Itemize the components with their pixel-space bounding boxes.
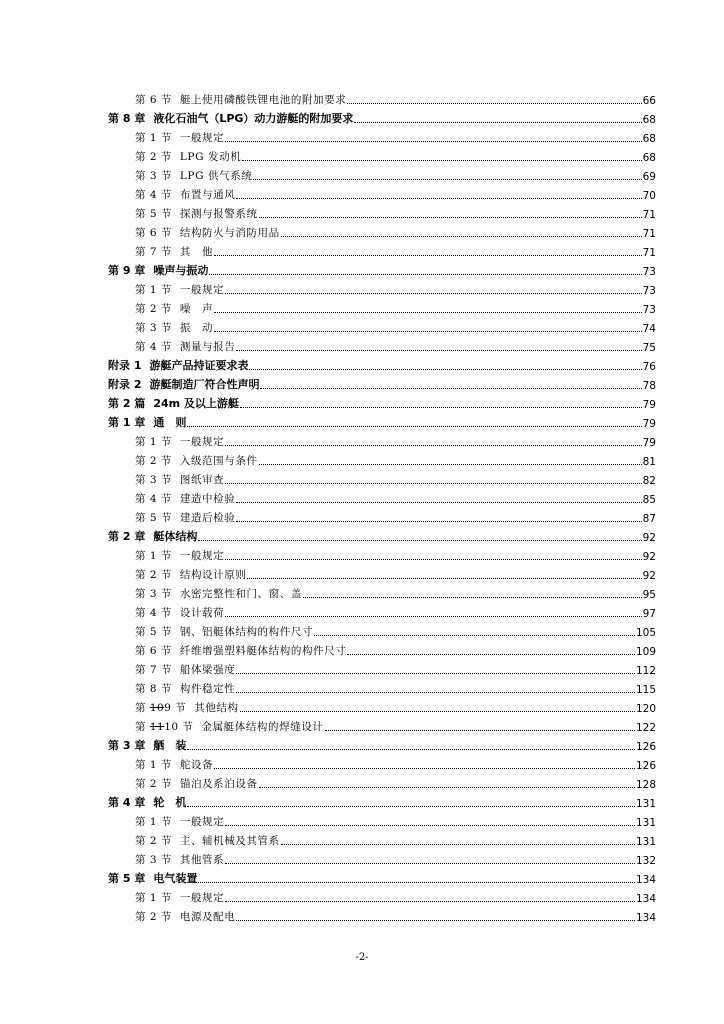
dot-leader — [236, 521, 641, 522]
page-number: -2- — [355, 952, 369, 963]
toc-entry-page: 126 — [635, 741, 656, 753]
toc-entry-number: 第 2 节 — [135, 151, 172, 163]
toc-entry-number: 第 4 章 — [108, 796, 146, 809]
toc-chapter-entry[interactable] — [108, 373, 656, 392]
toc-entry-page: 95 — [642, 589, 656, 601]
dot-leader — [236, 673, 635, 674]
toc-entry-page: 87 — [642, 513, 656, 525]
struck-out-number: 10 — [149, 702, 165, 714]
toc-section-entry[interactable] — [108, 240, 656, 259]
toc-entry-number: 第 109 节 — [135, 702, 187, 714]
toc-entry-number: 第 5 章 — [108, 872, 146, 885]
toc-entry-title: 主、辅机械及其管系 — [179, 835, 280, 847]
dot-leader — [236, 692, 635, 693]
dot-leader — [247, 578, 641, 579]
toc-entry-page: 70 — [642, 190, 656, 202]
toc-section-entry[interactable] — [108, 639, 656, 658]
toc-entry-page: 73 — [642, 285, 656, 297]
toc-entry-page: 122 — [635, 722, 656, 734]
toc-section-entry[interactable] — [108, 810, 656, 829]
toc-entry-title: 振 动 — [179, 322, 214, 334]
toc-entry-page: 71 — [642, 228, 656, 240]
dot-leader — [354, 122, 641, 123]
toc-entry-title: 轮 机 — [153, 796, 187, 809]
dot-leader — [225, 293, 641, 294]
toc-chapter-entry[interactable] — [108, 791, 656, 810]
toc-entry-title: 噪声与振动 — [153, 264, 209, 277]
toc-entry-number: 第 1 节 — [135, 759, 172, 771]
toc-entry-title: 电源及配电 — [179, 911, 236, 923]
dot-leader — [214, 768, 635, 769]
toc-entry-number: 附录 2 — [108, 378, 142, 391]
dot-leader — [259, 787, 635, 788]
toc-entry-number: 第 1 章 — [108, 416, 146, 429]
toc-entry-page: 85 — [642, 494, 656, 506]
dot-leader — [225, 901, 635, 902]
toc-entry-title: 入级范围与条件 — [179, 455, 258, 467]
toc-chapter-entry[interactable] — [108, 392, 656, 411]
toc-chapter-entry[interactable] — [108, 354, 656, 373]
toc-entry-title: 一般规定 — [179, 436, 225, 448]
toc-entry-number: 第 1 节 — [135, 132, 172, 144]
dot-leader — [225, 863, 635, 864]
toc-entry-page: 105 — [635, 627, 656, 639]
toc-section-entry[interactable] — [108, 221, 656, 240]
dot-leader — [214, 331, 641, 332]
struck-out-number: 11 — [149, 721, 165, 733]
toc-entry-title: 设计载荷 — [179, 607, 225, 619]
toc-entry-number: 第 3 节 — [135, 854, 172, 866]
toc-entry-title: 一般规定 — [179, 892, 225, 904]
toc-entry-page: 128 — [635, 779, 656, 791]
toc-entry-page: 73 — [642, 266, 656, 278]
toc-chapter-entry[interactable] — [108, 734, 656, 753]
toc-entry-title: 纤维增强塑料艇体结构的构件尺寸 — [179, 645, 347, 657]
toc-entry-number: 第 2 节 — [135, 911, 172, 923]
toc-entry-page: 120 — [635, 703, 656, 715]
dot-leader — [253, 179, 641, 180]
toc-entry-page: 68 — [642, 152, 656, 164]
toc-entry-number: 附录 1 — [108, 359, 142, 372]
toc-entry-number: 第 2 节 — [135, 778, 172, 790]
dot-leader — [198, 882, 635, 883]
toc-section-entry[interactable] — [108, 88, 656, 107]
toc-entry-title: 舵设备 — [179, 759, 214, 771]
toc-entry-page: 92 — [642, 551, 656, 563]
toc-entry-title: 24m 及以上游艇 — [153, 397, 239, 410]
toc-entry-page: 97 — [642, 608, 656, 620]
dot-leader — [225, 616, 641, 617]
dot-leader — [225, 141, 641, 142]
toc-section-entry[interactable] — [108, 886, 656, 905]
toc-section-entry[interactable] — [108, 620, 656, 639]
toc-entry-title: 电气装置 — [153, 872, 198, 885]
toc-entry-number: 第 7 节 — [135, 246, 172, 258]
toc-entry-number: 第 3 节 — [135, 474, 172, 486]
toc-entry-title: 水密完整性和门、窗、盖 — [179, 588, 302, 600]
toc-entry-page: 131 — [635, 817, 656, 829]
dot-leader — [281, 236, 642, 237]
toc-entry-title: 其他结构 — [194, 702, 239, 714]
toc-entry-number: 第 5 节 — [135, 208, 172, 220]
toc-section-entry[interactable] — [108, 164, 656, 183]
toc-entry-number: 第 2 节 — [135, 303, 172, 315]
toc-entry-page: 74 — [642, 323, 656, 335]
toc-entry-page: 76 — [642, 361, 656, 373]
toc-chapter-entry[interactable] — [108, 107, 656, 126]
toc-entry-title: 通 则 — [153, 416, 187, 429]
toc-entry-page: 68 — [642, 133, 656, 145]
toc-entry-title: LPG 发动机 — [179, 151, 242, 163]
toc-entry-title: 构件稳定性 — [179, 683, 236, 695]
toc-section-entry[interactable] — [108, 202, 656, 221]
toc-entry-page: 112 — [635, 665, 656, 677]
toc-entry-title: 艇上使用磷酸铁锂电池的附加要求 — [179, 94, 347, 106]
toc-entry-title: 游艇产品持证要求表 — [149, 359, 249, 372]
toc-entry-number: 第 1 节 — [135, 550, 172, 562]
toc-entry-page: 66 — [642, 95, 656, 107]
toc-entry-title: 布置与通风 — [179, 189, 236, 201]
toc-section-entry[interactable] — [108, 677, 656, 696]
table-of-contents — [108, 88, 656, 924]
toc-entry-title: LPG 供气系统 — [179, 170, 253, 182]
toc-entry-title: 一般规定 — [179, 284, 225, 296]
dot-leader — [314, 635, 635, 636]
toc-entry-number: 第 3 节 — [135, 588, 172, 600]
toc-entry-page: 73 — [642, 304, 656, 316]
toc-entry-number: 第 6 节 — [135, 645, 172, 657]
toc-entry-number: 第 4 节 — [135, 341, 172, 353]
toc-entry-number: 第 8 章 — [108, 112, 146, 125]
toc-section-entry[interactable] — [108, 126, 656, 145]
toc-entry-number: 第 4 节 — [135, 189, 172, 201]
toc-chapter-entry[interactable] — [108, 867, 656, 886]
dot-leader — [303, 597, 642, 598]
toc-section-entry[interactable] — [108, 335, 656, 354]
dot-leader — [187, 749, 635, 750]
toc-section-entry[interactable] — [108, 506, 656, 525]
toc-section-entry[interactable] — [108, 183, 656, 202]
toc-entry-title: 钢、铝艇体结构的构件尺寸 — [179, 626, 314, 638]
dot-leader — [236, 350, 641, 351]
toc-section-entry[interactable] — [108, 753, 656, 772]
toc-entry-number: 第 2 节 — [135, 835, 172, 847]
dot-leader — [209, 274, 641, 275]
toc-entry-number: 第 2 篇 — [108, 397, 146, 410]
dot-leader — [347, 654, 635, 655]
toc-entry-page: 79 — [642, 437, 656, 449]
toc-entry-number: 第 8 节 — [135, 683, 172, 695]
toc-entry-page: 79 — [642, 399, 656, 411]
dot-leader — [236, 502, 641, 503]
toc-section-entry[interactable] — [108, 487, 656, 506]
dot-leader — [240, 407, 642, 408]
toc-entry-page: 126 — [635, 760, 656, 772]
toc-entry-title: 建造后检验 — [179, 512, 236, 524]
toc-entry-title: 金属艇体结构的焊缝设计 — [201, 721, 324, 733]
toc-entry-number: 第 1110 节 — [135, 721, 194, 733]
toc-section-entry[interactable] — [108, 601, 656, 620]
toc-entry-title: 舾 装 — [153, 739, 187, 752]
dot-leader — [240, 711, 635, 712]
toc-entry-page: 71 — [642, 209, 656, 221]
dot-leader — [242, 160, 641, 161]
toc-chapter-entry[interactable] — [108, 411, 656, 430]
toc-entry-title: 其 他 — [179, 246, 214, 258]
toc-entry-page: 134 — [635, 912, 656, 924]
toc-entry-number: 第 6 节 — [135, 227, 172, 239]
toc-entry-title: 探测与报警系统 — [179, 208, 258, 220]
toc-section-entry[interactable] — [108, 449, 656, 468]
toc-section-entry[interactable] — [108, 316, 656, 335]
dot-leader — [281, 844, 635, 845]
toc-entry-title: 一般规定 — [179, 132, 225, 144]
toc-entry-title: 锚泊及系泊设备 — [179, 778, 258, 790]
toc-entry-page: 92 — [642, 570, 656, 582]
toc-entry-title: 液化石油气（LPG）动力游艇的附加要求 — [153, 112, 354, 125]
toc-entry-number: 第 5 节 — [135, 626, 172, 638]
toc-entry-number: 第 1 节 — [135, 436, 172, 448]
toc-section-entry[interactable] — [108, 696, 656, 715]
toc-section-entry[interactable] — [108, 145, 656, 164]
dot-leader — [260, 388, 641, 389]
toc-entry-title: 结构设计原则 — [179, 569, 247, 581]
toc-chapter-entry[interactable] — [108, 525, 656, 544]
toc-entry-title: 艇体结构 — [153, 530, 198, 543]
toc-entry-title: 图纸审查 — [179, 474, 225, 486]
dot-leader — [225, 483, 641, 484]
dot-leader — [214, 255, 641, 256]
dot-leader — [236, 920, 635, 921]
dot-leader — [236, 198, 641, 199]
dot-leader — [249, 369, 641, 370]
toc-section-entry[interactable] — [108, 278, 656, 297]
toc-section-entry[interactable] — [108, 297, 656, 316]
toc-entry-page: 131 — [635, 798, 656, 810]
toc-entry-page: 132 — [635, 855, 656, 867]
toc-entry-number: 第 1 节 — [135, 284, 172, 296]
toc-entry-number: 第 2 节 — [135, 455, 172, 467]
toc-entry-page: 75 — [642, 342, 656, 354]
dot-leader — [187, 806, 635, 807]
toc-entry-page: 69 — [642, 171, 656, 183]
dot-leader — [325, 730, 635, 731]
toc-section-entry[interactable] — [108, 658, 656, 677]
toc-entry-number: 第 5 节 — [135, 512, 172, 524]
toc-entry-title: 船体梁强度 — [179, 664, 236, 676]
toc-section-entry[interactable] — [108, 848, 656, 867]
toc-entry-number: 第 1 节 — [135, 816, 172, 828]
toc-entry-page: 92 — [642, 532, 656, 544]
toc-section-entry[interactable] — [108, 715, 656, 734]
toc-entry-number: 第 7 节 — [135, 664, 172, 676]
toc-entry-page: 131 — [635, 836, 656, 848]
toc-section-entry[interactable] — [108, 430, 656, 449]
toc-entry-title: 噪 声 — [179, 303, 214, 315]
toc-entry-page: 115 — [635, 684, 656, 696]
toc-section-entry[interactable] — [108, 468, 656, 487]
toc-entry-page: 79 — [642, 418, 656, 430]
toc-entry-number: 第 6 节 — [135, 94, 172, 106]
toc-entry-page: 134 — [635, 893, 656, 905]
toc-entry-title: 测量与报告 — [179, 341, 236, 353]
toc-entry-page: 81 — [642, 456, 656, 468]
toc-section-entry[interactable] — [108, 829, 656, 848]
toc-entry-title: 建造中检验 — [179, 493, 236, 505]
toc-entry-title: 其他管系 — [179, 854, 225, 866]
toc-entry-number: 第 9 章 — [108, 264, 146, 277]
toc-entry-page: 134 — [635, 874, 656, 886]
dot-leader — [225, 825, 635, 826]
toc-section-entry[interactable] — [108, 563, 656, 582]
toc-chapter-entry[interactable] — [108, 259, 656, 278]
toc-section-entry[interactable] — [108, 772, 656, 791]
dot-leader — [225, 445, 641, 446]
dot-leader — [187, 426, 641, 427]
toc-entry-number: 第 4 节 — [135, 493, 172, 505]
toc-entry-title: 游艇制造厂符合性声明 — [149, 378, 260, 391]
dot-leader — [259, 464, 642, 465]
toc-entry-page: 82 — [642, 475, 656, 487]
toc-entry-page: 68 — [642, 114, 656, 126]
toc-entry-title: 一般规定 — [179, 816, 225, 828]
toc-entry-page: 109 — [635, 646, 656, 658]
toc-entry-number: 第 2 章 — [108, 530, 146, 543]
dot-leader — [259, 217, 642, 218]
toc-entry-page: 71 — [642, 247, 656, 259]
dot-leader — [225, 559, 641, 560]
toc-entry-number: 第 3 节 — [135, 322, 172, 334]
toc-entry-title: 一般规定 — [179, 550, 225, 562]
toc-entry-page: 78 — [642, 380, 656, 392]
toc-entry-number: 第 1 节 — [135, 892, 172, 904]
toc-entry-number: 第 3 章 — [108, 739, 146, 752]
toc-entry-number: 第 4 节 — [135, 607, 172, 619]
dot-leader — [214, 312, 641, 313]
dot-leader — [347, 103, 641, 104]
toc-section-entry[interactable] — [108, 582, 656, 601]
toc-entry-number: 第 2 节 — [135, 569, 172, 581]
toc-section-entry[interactable] — [108, 544, 656, 563]
toc-section-entry[interactable] — [108, 905, 656, 924]
toc-entry-number: 第 3 节 — [135, 170, 172, 182]
dot-leader — [198, 540, 641, 541]
toc-entry-title: 结构防火与消防用品 — [179, 227, 280, 239]
